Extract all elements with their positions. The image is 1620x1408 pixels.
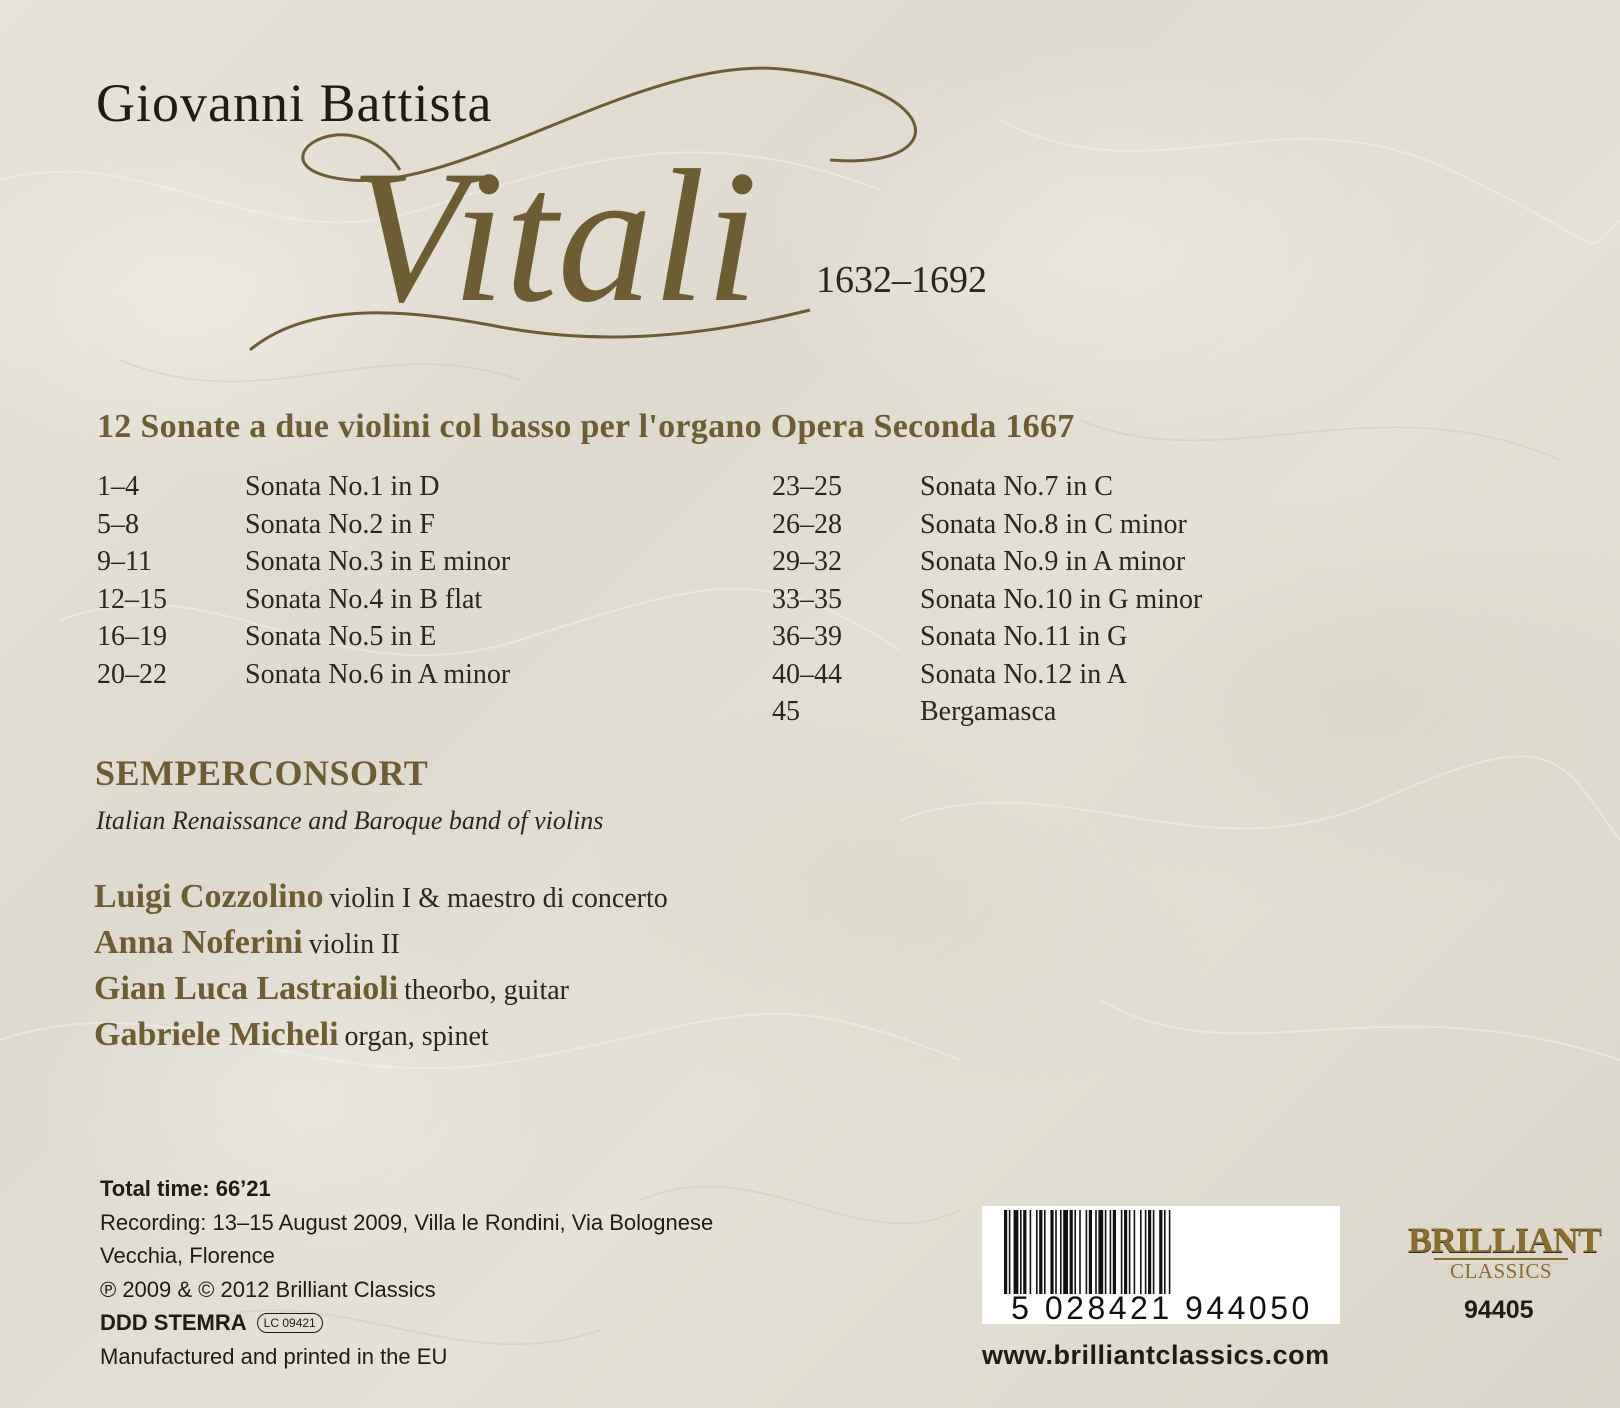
technical-codes (100, 1306, 713, 1340)
label-code-badge: LC 09421 (257, 1313, 323, 1333)
track-row (772, 506, 1202, 544)
composer-years: 1632–1692 (816, 259, 987, 301)
track-row (97, 506, 510, 544)
track-row (97, 581, 510, 619)
performer-row (94, 970, 668, 1016)
track-list-left (97, 468, 510, 693)
ensemble-name: SEMPERCONSORT (95, 753, 429, 793)
track-row (772, 693, 1202, 731)
performer-list (94, 878, 668, 1062)
track-number: 33–35 (772, 583, 842, 615)
recording-location: Vecchia, Florence (100, 1243, 275, 1268)
track-number: 36–39 (772, 621, 842, 652)
track-number: 29–32 (772, 546, 842, 577)
track-number: 40–44 (772, 658, 842, 690)
ensemble-description: Italian Renaissance and Baroque band of violins (96, 806, 604, 835)
track-title: Sonata No.2 in F (245, 508, 435, 540)
performer-role: organ, spinet (344, 1021, 489, 1052)
track-row (97, 656, 510, 694)
track-row (772, 543, 1202, 581)
manufactured-note: Manufactured and printed in the EU (100, 1343, 448, 1369)
performer-row (94, 1016, 668, 1062)
track-title: Sonata No.6 in A minor (245, 658, 511, 690)
track-title: Sonata No.12 in A (920, 658, 1127, 690)
track-title: Sonata No.8 in C minor (920, 508, 1187, 540)
track-row (97, 468, 510, 506)
track-row (97, 618, 510, 656)
track-number: 23–25 (772, 471, 842, 502)
track-number: 45 (772, 696, 800, 727)
track-number: 1–4 (97, 471, 139, 502)
total-time: Total time: 66’21 (100, 1176, 271, 1201)
track-row (772, 468, 1202, 506)
composer-first-names: Giovanni Battista (96, 73, 493, 133)
performer-role: theorbo, guitar (404, 975, 569, 1006)
performer-name: Gian Luca Lastraioli (94, 970, 399, 1007)
performer-row (94, 878, 668, 924)
track-number: 9–11 (97, 546, 152, 577)
track-number: 26–28 (772, 508, 842, 540)
performer-name: Luigi Cozzolino (94, 878, 324, 915)
track-title: Sonata No.10 in G minor (920, 583, 1203, 615)
logo-brilliant: BRILLIANT (1408, 1220, 1602, 1260)
catalog-number: 94405 (1464, 1296, 1534, 1324)
track-title: Sonata No.1 in D (245, 471, 440, 502)
ddd-stemra: DDD STEMRA (100, 1310, 247, 1335)
brilliant-classics-logo (1408, 1220, 1602, 1283)
logo-classics: CLASSICS (1434, 1258, 1568, 1282)
track-title: Bergamasca (920, 696, 1057, 727)
track-number: 12–15 (97, 583, 167, 615)
track-title: Sonata No.9 in A minor (920, 546, 1186, 577)
performer-role: violin I & maestro di concerto (329, 883, 668, 914)
track-row (97, 543, 510, 581)
track-row (772, 618, 1202, 656)
track-title: Sonata No.4 in B flat (245, 583, 483, 615)
barcode (982, 1206, 1340, 1324)
track-title: Sonata No.11 in G (920, 621, 1128, 652)
copyright: ℗ 2009 & © 2012 Brilliant Classics (100, 1276, 436, 1302)
track-title: Sonata No.3 in E minor (245, 546, 511, 577)
track-number: 20–22 (97, 658, 167, 690)
composer-last-name (230, 50, 990, 390)
track-number: 16–19 (97, 621, 167, 652)
track-row (772, 656, 1202, 694)
performer-role: violin II (308, 929, 400, 960)
performer-row (94, 924, 668, 970)
work-title: 12 Sonate a due violini col basso per l'organo Opera Seconda 1667 (97, 408, 1075, 445)
performer-name: Gabriele Micheli (94, 1016, 339, 1053)
performer-name: Anna Noferini (94, 924, 303, 961)
recording-info: Recording: 13–15 August 2009, Villa le Rondini, Via Bolognese (100, 1209, 714, 1235)
track-title: Sonata No.7 in C (920, 471, 1113, 502)
barcode-bars (1002, 1210, 1320, 1294)
credits-block (100, 1172, 713, 1373)
svg-text:Vitali: Vitali (350, 132, 759, 342)
track-list-right (772, 468, 1202, 731)
track-number: 5–8 (97, 508, 139, 540)
barcode-digits: 5 028421 944050 (1011, 1290, 1313, 1326)
track-row (772, 581, 1202, 619)
track-title: Sonata No.5 in E (245, 621, 437, 652)
website-link[interactable]: www.brilliantclassics.com (982, 1340, 1330, 1370)
